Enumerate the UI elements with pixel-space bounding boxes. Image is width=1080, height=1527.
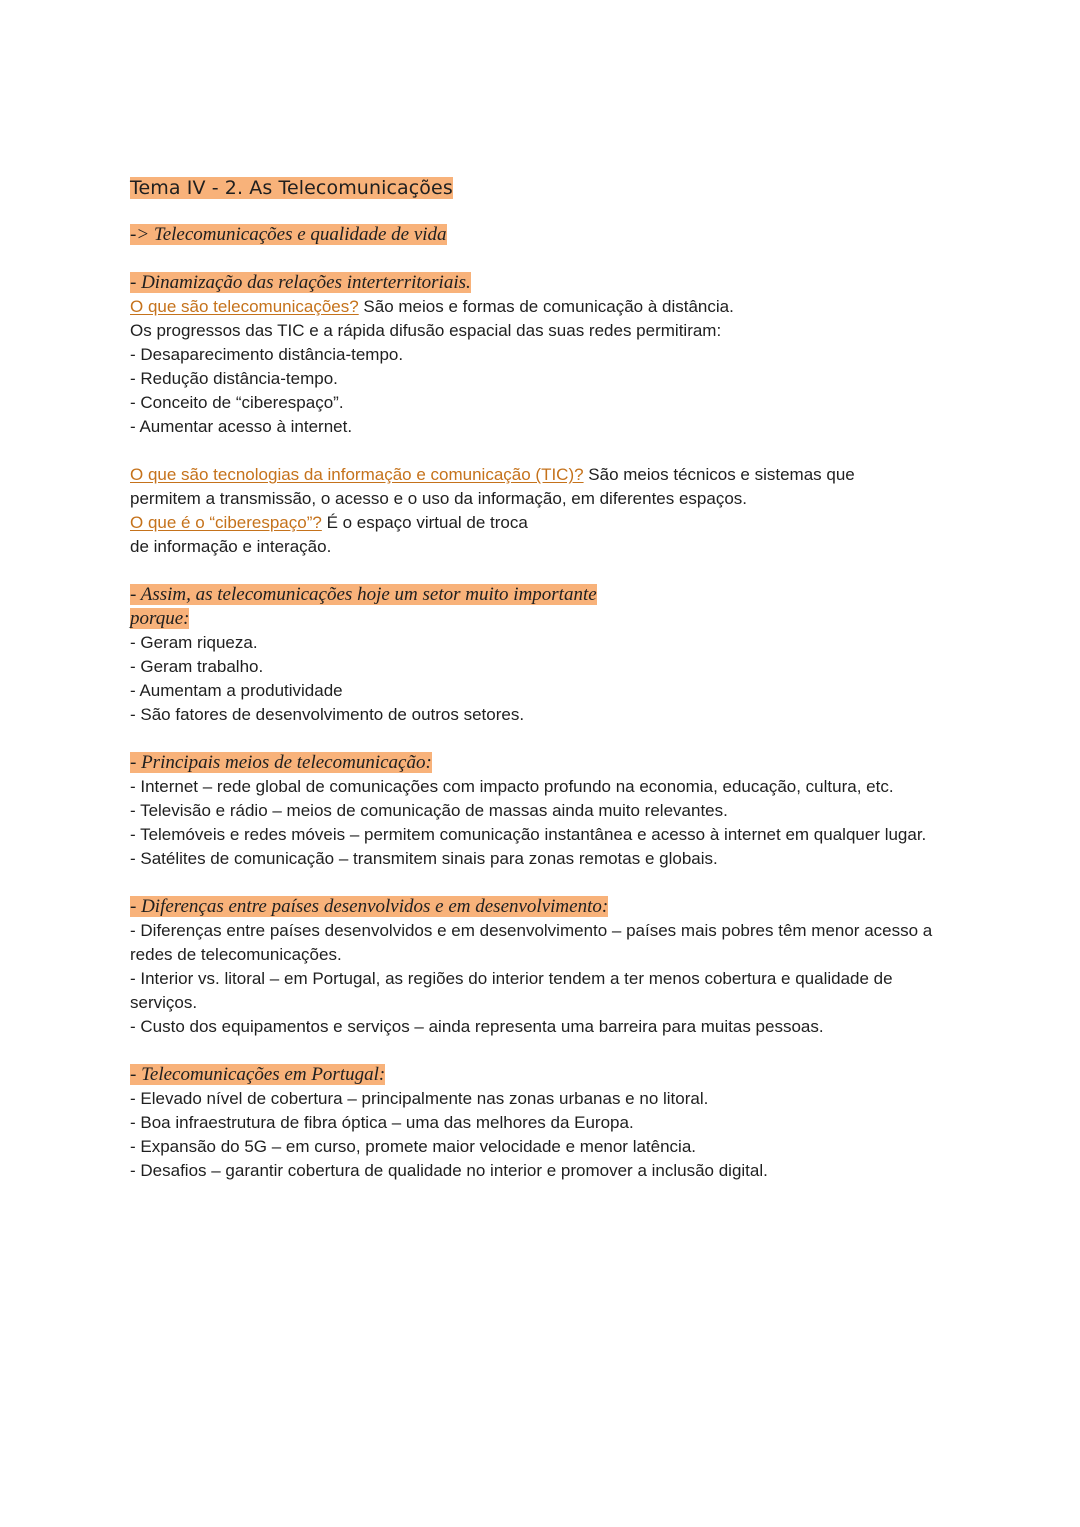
- answer-text: de informação e interação.: [130, 537, 332, 556]
- section-heading: - Telecomunicações em Portugal:: [130, 1064, 386, 1085]
- intro-text: Os progressos das TIC e a rápida difusão espacial das suas redes permitiram:: [130, 321, 722, 340]
- section-heading: - Assim, as telecomunicações hoje um setor muito importante: [130, 584, 597, 605]
- list-portugal: [130, 1087, 960, 1183]
- question-link[interactable]: O que são tecnologias da informação e comunicação (TIC)?: [130, 465, 584, 484]
- list-item: - Expansão do 5G – em curso, promete maior velocidade e menor latência.: [130, 1137, 697, 1156]
- list-item: - Custo dos equipamentos e serviços – ainda representa uma barreira para muitas pessoas.: [130, 1017, 824, 1036]
- section-portugal: [130, 1063, 960, 1183]
- list-meios: [130, 775, 960, 871]
- question-telecom: [130, 295, 960, 319]
- list-item: - Televisão e rádio – meios de comunicação de massas ainda muito relevantes.: [130, 801, 728, 820]
- section-heading: - Diferenças entre países desenvolvidos e em desenvolvimento:: [130, 896, 609, 917]
- section-importancia: [130, 583, 960, 727]
- answer-text: São meios e formas de comunicação à distância.: [358, 297, 734, 316]
- section-heading-cont: porque:: [130, 608, 190, 629]
- question-tic: [130, 463, 960, 487]
- question-link[interactable]: O que são telecomunicações?: [130, 297, 359, 316]
- question-link[interactable]: O que é o “ciberespaço”?: [130, 513, 322, 532]
- list-item: - Aumentar acesso à internet.: [130, 417, 353, 436]
- list-item: - Elevado nível de cobertura – principalmente nas zonas urbanas e no litoral.: [130, 1089, 709, 1108]
- list-item: - Telemóveis e redes móveis – permitem comunicação instantânea e acesso à internet em qualquer lugar.: [130, 825, 927, 844]
- answer-text: É o espaço virtual de troca: [321, 513, 528, 532]
- list-progressos: [130, 343, 960, 439]
- list-diferencas: [130, 919, 960, 1039]
- list-item: - Desaparecimento distância-tempo.: [130, 345, 404, 364]
- answer-text: São meios técnicos e sistemas que: [583, 465, 855, 484]
- question-ciberespaco: [130, 511, 960, 535]
- section-heading: - Principais meios de telecomunicação:: [130, 752, 432, 773]
- document-title: Tema IV - 2. As Telecomunicações: [130, 177, 453, 199]
- list-item: - Boa infraestrutura de fibra óptica – uma das melhores da Europa.: [130, 1113, 634, 1132]
- document-subtitle: -> Telecomunicações e qualidade de vida: [130, 224, 447, 245]
- list-item: - Geram riqueza.: [130, 633, 258, 652]
- section-heading: - Dinamização das relações interterritoriais.: [130, 272, 471, 293]
- section-principais-meios: [130, 751, 960, 871]
- list-item: - São fatores de desenvolvimento de outros setores.: [130, 705, 525, 724]
- section-dinamizacao: [130, 271, 960, 559]
- answer-text: permitem a transmissão, o acesso e o uso da informação, em diferentes espaços.: [130, 489, 748, 508]
- list-item: - Diferenças entre países desenvolvidos e em desenvolvimento – países mais pobres têm menor acesso a redes de telecomunicações.: [130, 921, 933, 964]
- list-item: - Interior vs. litoral – em Portugal, as regiões do interior tendem a ter menos cobertura e qualidade de serviços.: [130, 969, 893, 1012]
- list-item: - Conceito de “ciberespaço”.: [130, 393, 344, 412]
- list-item: - Satélites de comunicação – transmitem sinais para zonas remotas e globais.: [130, 849, 718, 868]
- list-importancia: [130, 631, 960, 727]
- list-item: - Geram trabalho.: [130, 657, 264, 676]
- list-item: - Redução distância-tempo.: [130, 369, 338, 388]
- document-page: [130, 175, 960, 1183]
- section-diferencas: [130, 895, 960, 1039]
- list-item: - Aumentam a produtividade: [130, 681, 343, 700]
- list-item: - Internet – rede global de comunicações com impacto profundo na economia, educação, cultura, etc.: [130, 777, 894, 796]
- list-item: - Desafios – garantir cobertura de qualidade no interior e promover a inclusão digital.: [130, 1161, 768, 1180]
